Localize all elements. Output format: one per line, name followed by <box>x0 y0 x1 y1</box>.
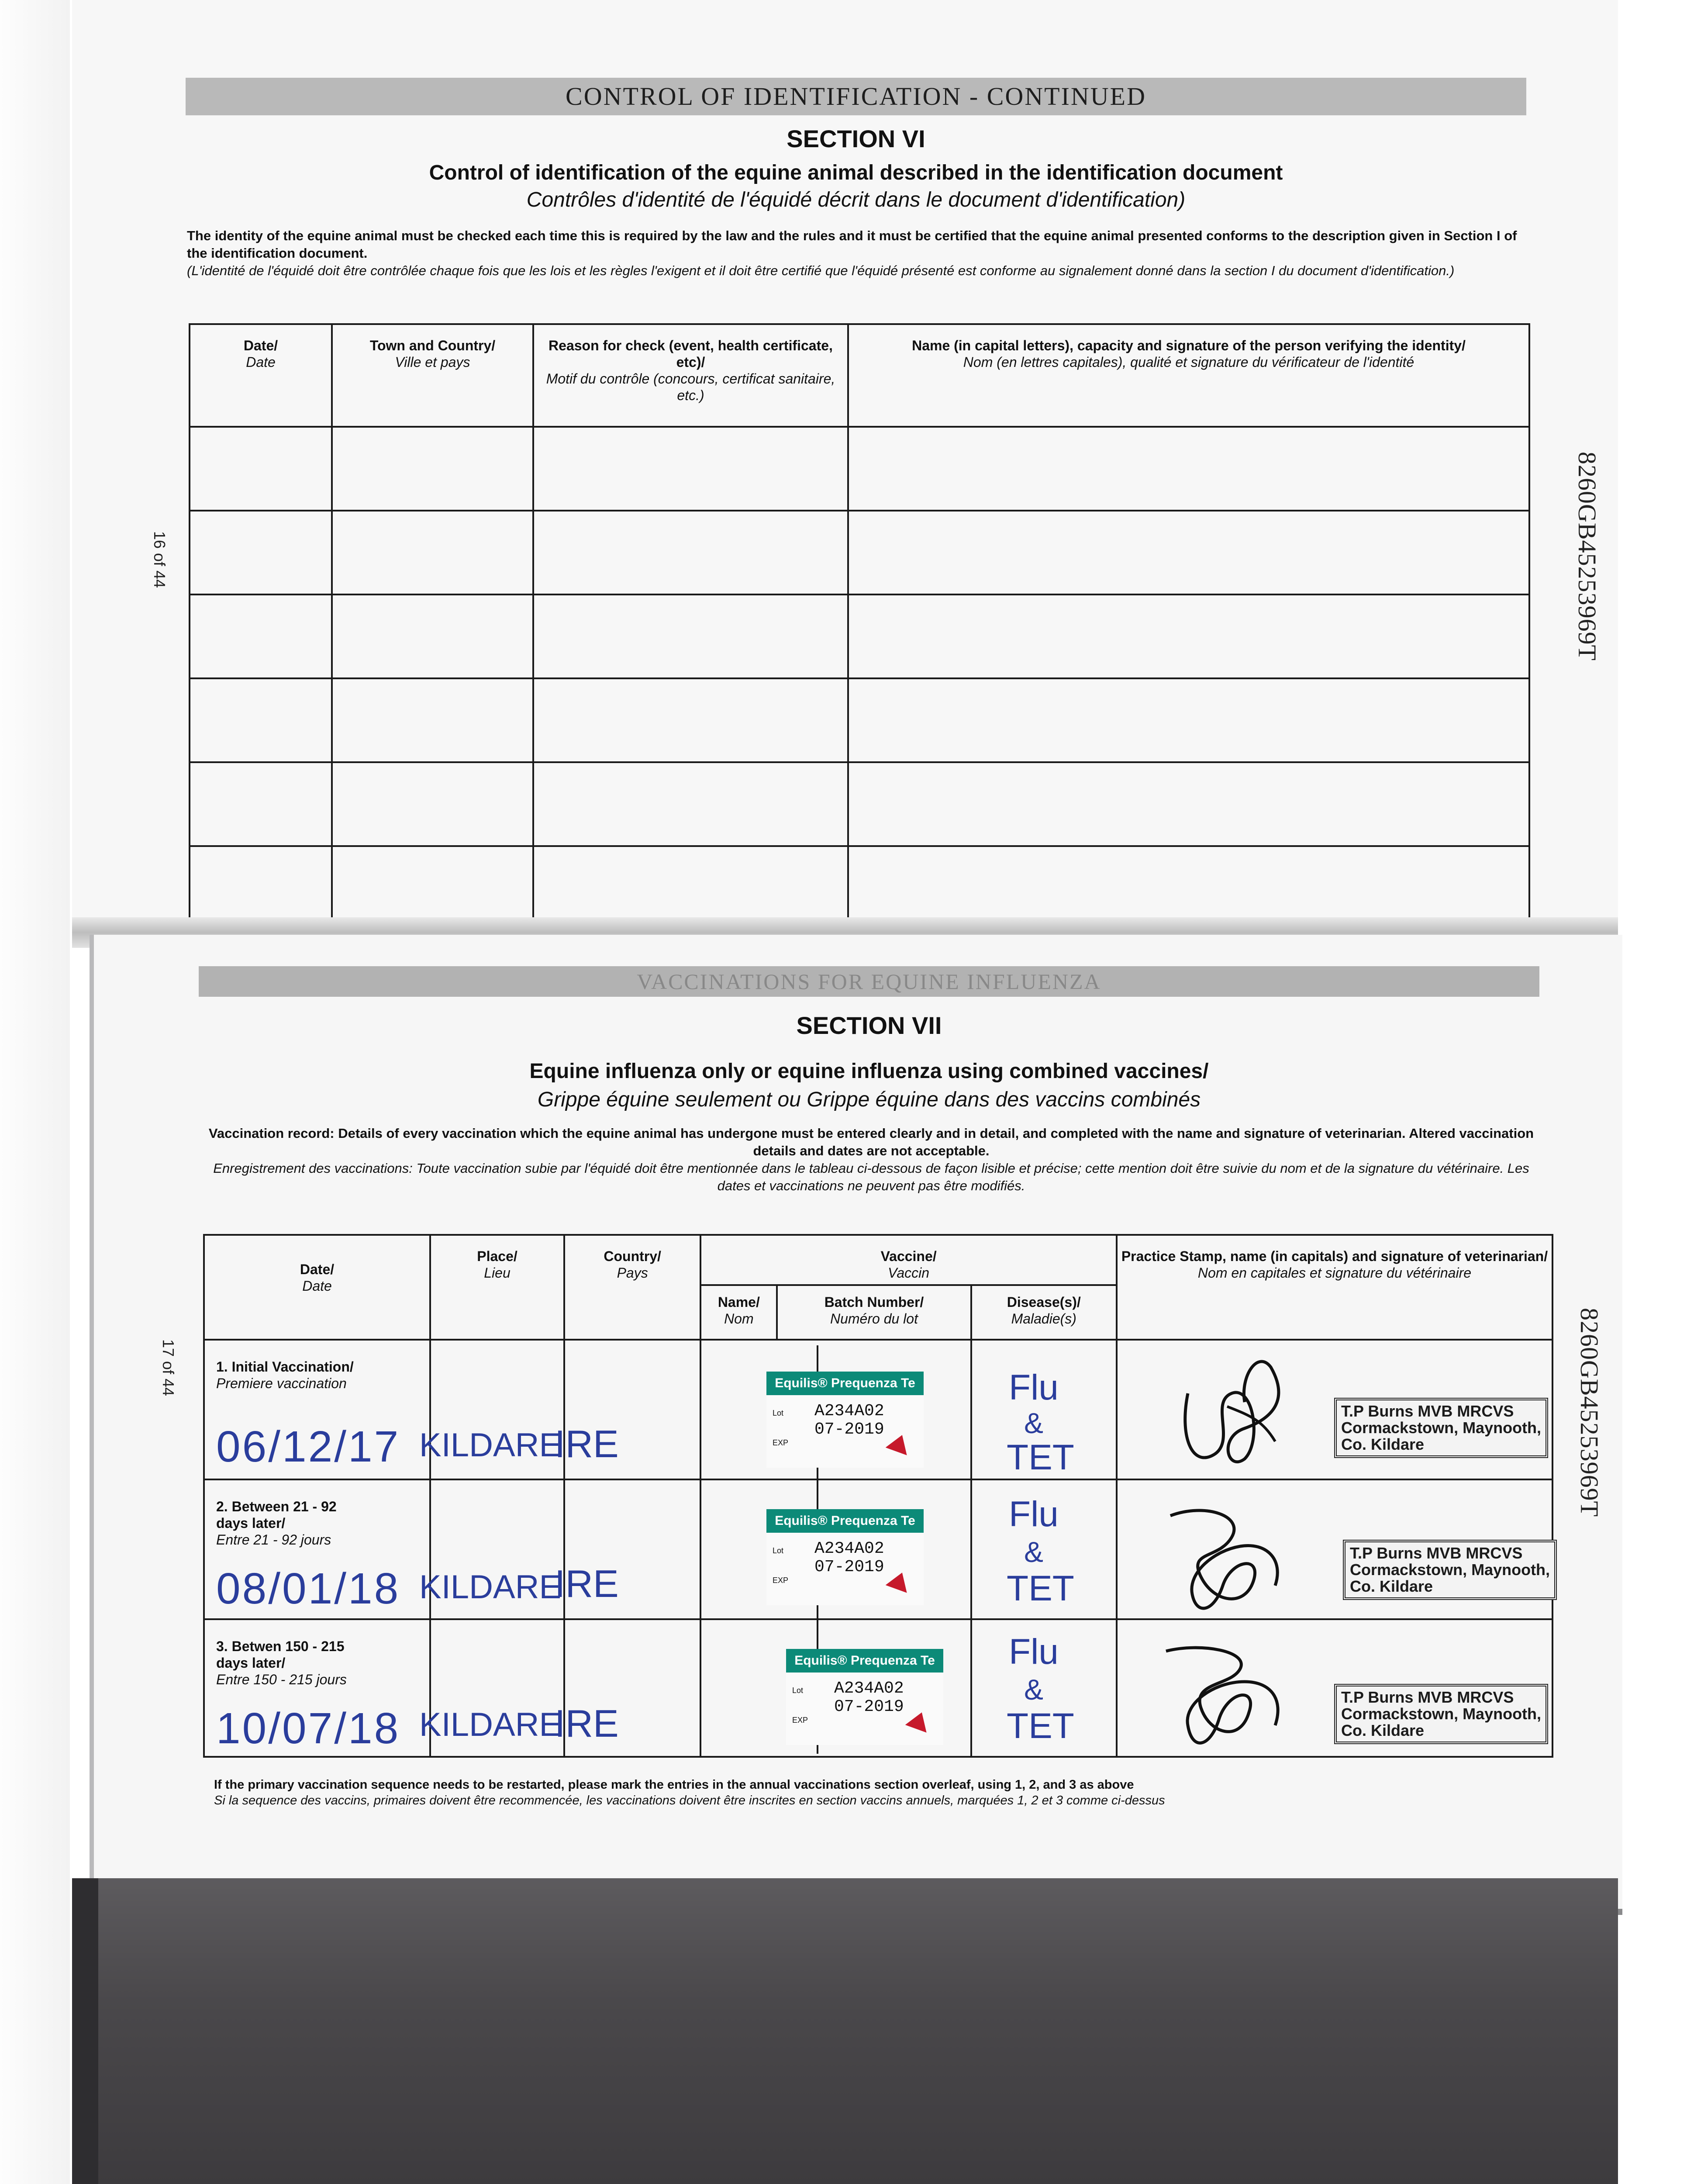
table-row <box>190 678 1529 762</box>
vet-stamp-1: T.P Burns MVB MRCVS Cormackstown, Maynooth, Co. Kildare <box>1334 1398 1548 1458</box>
town-cell[interactable] <box>332 427 533 511</box>
vaccine-sticker: Equilis® Prequenza Te Lot EXP A234A02 07-2019 <box>766 1509 924 1605</box>
document-id-bottom: 8260GB452539​69T <box>1575 1308 1604 1517</box>
row3-disease-2: & <box>1024 1673 1044 1706</box>
section6-note-en: The identity of the equine animal must be checked each time this is required by the law and the rules and it must be certified that the equine animal presented conforms to the description given in Section I of the identification document. <box>187 228 1517 261</box>
town-cell[interactable] <box>332 678 533 762</box>
date-cell[interactable] <box>190 762 332 846</box>
row1-disease-1: Flu <box>1009 1368 1059 1407</box>
vacc-disease-header: Disease(s)/ Maladie(s) <box>971 1285 1117 1340</box>
row2-label: 2. Between 21 - 92 days later/ Entre 21 - 92 jours <box>216 1499 337 1548</box>
row3-label: 3. Betwen 150 - 215 days later/ Entre 150 - 215 jours <box>216 1638 347 1687</box>
row1-disease-3: TET <box>1007 1438 1074 1477</box>
section6-title-en: Control of identification of the equine animal described in the identification document <box>429 161 1283 184</box>
footer-en: If the primary vaccination sequence needs to be restarted, please mark the entries in the annual vaccinations section overleaf, using 1, 2, and 3 as above <box>214 1778 1134 1792</box>
vacc-date-header: Date/ Date <box>204 1235 430 1340</box>
col-date-header: Date/ Date <box>190 324 332 427</box>
footer-fr: Si la sequence des vaccins, primaires doivent être recommencée, les vaccinations doivent être inscrites en section vaccins annuels, marquées 1, 2 et 3 comme ci-dessus <box>214 1794 1165 1807</box>
town-cell[interactable] <box>332 511 533 594</box>
col-reason-header: Reason for check (event, health certificate, etc)/ Motif du contrôle (concours, certificat sanitaire, etc.) <box>533 324 848 427</box>
table-row <box>190 594 1529 678</box>
sticker-vaccine-name: Equilis® Prequenza Te <box>786 1649 943 1673</box>
section7-note <box>205 1125 1537 1195</box>
table-row <box>190 427 1529 511</box>
section7-note-fr: Enregistrement des vaccinations: Toute vaccination subie par l'équidé doit être mentionnée dans le tableau ci-dessous de façon lisible et précise; cette mention doit être suivie du nom et de la signature du vétérinaire. Les dates et vaccinations ne peuvent pas être modifiés. <box>213 1161 1529 1193</box>
vacc-name-header: Name/ Nom <box>700 1285 777 1340</box>
date-cell[interactable] <box>190 594 332 678</box>
section7-footer <box>214 1777 1555 1808</box>
reason-cell[interactable] <box>533 594 848 678</box>
reason-cell[interactable] <box>533 678 848 762</box>
verifier-cell[interactable] <box>848 427 1529 511</box>
vacc-stamp-header: Practice Stamp, name (in capitals) and signature of veterinarian/ Nom en capitales et signature du vétérinaire <box>1117 1235 1552 1340</box>
row3-disease-1: Flu <box>1009 1632 1059 1672</box>
col-town-header: Town and Country/ Ville et pays <box>332 324 533 427</box>
row1-date: 06/12/17 <box>216 1422 400 1471</box>
row1-label: 1. Initial Vaccination/ Premiere vaccination <box>216 1359 354 1391</box>
sticker-expiry: 07-2019 <box>834 1697 904 1716</box>
verifier-cell[interactable] <box>848 678 1529 762</box>
sticker-logo-icon <box>886 1431 913 1455</box>
row1-place: KILDARE <box>419 1427 562 1464</box>
row2-disease-3: TET <box>1007 1569 1074 1608</box>
row1-disease-2: & <box>1024 1407 1044 1439</box>
sticker-batch: A234A02 <box>814 1539 884 1558</box>
date-cell[interactable] <box>190 678 332 762</box>
row2-date: 08/01/18 <box>216 1564 400 1613</box>
scan-left-edge <box>0 0 70 2184</box>
vet-signature-2 <box>1153 1498 1301 1629</box>
sticker-batch: A234A02 <box>814 1402 884 1420</box>
page-number-17: 17 of 44 <box>159 1339 178 1396</box>
row3-disease-3: TET <box>1007 1706 1074 1746</box>
document-id-top: 8260GB452539​69T <box>1573 452 1601 661</box>
section7-note-en: Vaccination record: Details of every vaccination which the equine animal has undergone must be entered clearly and in detail, and completed with the name and signature of veterinarian. Altered vaccination details and dates are not acceptable. <box>208 1126 1534 1158</box>
row2-disease-1: Flu <box>1009 1494 1059 1534</box>
sticker-vaccine-name: Equilis® Prequenza Te <box>766 1509 924 1533</box>
vacc-vaccine-header: Vaccine/ Vaccin <box>700 1235 1117 1285</box>
row2-country: IRE <box>555 1562 619 1605</box>
page-number-16: 16 of 44 <box>151 531 169 588</box>
row3-country: IRE <box>555 1702 619 1745</box>
row2-place: KILDARE <box>419 1569 562 1606</box>
sticker-logo-icon <box>905 1708 933 1732</box>
section7-banner: VACCINATIONS FOR EQUINE INFLUENZA <box>199 966 1539 997</box>
row3-date: 10/07/18 <box>216 1704 400 1753</box>
date-cell[interactable] <box>190 511 332 594</box>
verifier-cell[interactable] <box>848 594 1529 678</box>
table-row <box>190 511 1529 594</box>
col-verifier-header: Name (in capital letters), capacity and signature of the person verifying the identity/ Nom (en lettres capitales), qualité et signature du vérificateur de l'identité <box>848 324 1529 427</box>
verifier-cell[interactable] <box>848 762 1529 846</box>
vacc-country-header: Country/ Pays <box>564 1235 700 1340</box>
table-row <box>190 762 1529 846</box>
section7-title-fr: Grippe équine seulement ou Grippe équine dans des vaccins combinés <box>537 1088 1201 1111</box>
section6-note <box>187 227 1523 280</box>
scanner-lid-shadow <box>72 1878 1618 2184</box>
sticker-batch: A234A02 <box>834 1679 904 1698</box>
vaccine-sticker: Equilis® Prequenza Te Lot EXP A234A02 07-2019 <box>786 1649 943 1745</box>
section6-banner: CONTROL OF IDENTIFICATION - CONTINUED <box>186 78 1526 115</box>
section6-note-fr: (L'identité de l'équidé doit être contrôlée chaque fois que les lois et les règles l'exigent et il doit être certifié que l'équidé présenté est conforme au signalement donné dans la section I du document d'identification.) <box>187 263 1455 278</box>
reason-cell[interactable] <box>533 511 848 594</box>
sticker-vaccine-name: Equilis® Prequenza Te <box>766 1372 924 1395</box>
sticker-logo-icon <box>886 1569 913 1593</box>
vet-signature-3 <box>1153 1634 1301 1765</box>
section6-title-fr: Contrôles d'identité de l'équidé décrit dans le document d'identification) <box>526 188 1186 211</box>
row3-place: KILDARE <box>419 1706 562 1743</box>
vet-signature-1 <box>1162 1341 1310 1481</box>
row2-disease-2: & <box>1024 1536 1044 1568</box>
vacc-batch-header: Batch Number/ Numéro du lot <box>777 1285 971 1340</box>
reason-cell[interactable] <box>533 427 848 511</box>
section7-title: SECTION VII <box>796 1012 942 1039</box>
scanner-edge <box>72 1878 98 2184</box>
town-cell[interactable] <box>332 762 533 846</box>
section7-title-en: Equine influenza only or equine influenza using combined vaccines/ <box>529 1060 1209 1083</box>
vet-stamp-2: T.P Burns MVB MRCVS Cormackstown, Maynooth, Co. Kildare <box>1343 1540 1557 1600</box>
vet-stamp-3: T.P Burns MVB MRCVS Cormackstown, Maynooth, Co. Kildare <box>1334 1684 1548 1744</box>
town-cell[interactable] <box>332 594 533 678</box>
vaccine-sticker: Equilis® Prequenza Te Lot EXP A234A02 07-2019 <box>766 1372 924 1468</box>
date-cell[interactable] <box>190 427 332 511</box>
sticker-expiry: 07-2019 <box>814 1558 884 1576</box>
row1-country: IRE <box>555 1422 619 1465</box>
identity-check-table <box>189 323 1530 934</box>
reason-cell[interactable] <box>533 762 848 846</box>
vacc-place-header: Place/ Lieu <box>430 1235 564 1340</box>
verifier-cell[interactable] <box>848 511 1529 594</box>
section6-title: SECTION VI <box>787 125 925 152</box>
sticker-expiry: 07-2019 <box>814 1420 884 1439</box>
